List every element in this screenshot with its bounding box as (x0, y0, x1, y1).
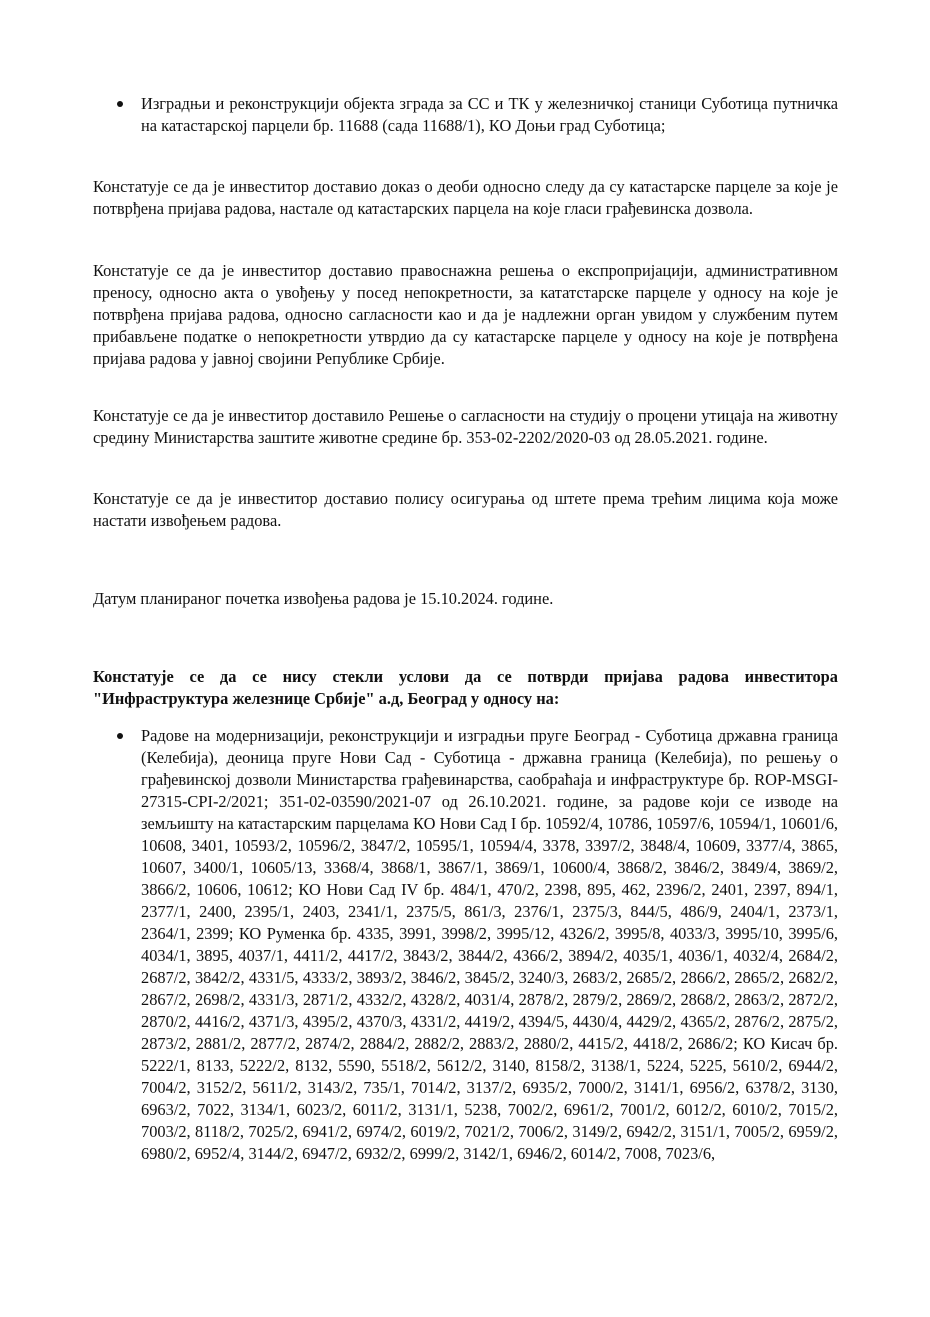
bullet-icon (117, 733, 123, 739)
paragraph-4: Констатује се да је инвеститор доставио полису осигурања од штете према трећим лицима која може настати извођењем радова. (93, 489, 838, 530)
final-bullet-text: Радове на модернизацији, реконструкцији и изградњи пруге Београд - Суботица државна граница (Келебија), деоница пруге Нови Сад - Суботица - државна граница (Келебија), по решењу о грађевинској дозволи Министарства грађевинарства, саобраћаја и инфраструктуре бр. ROP-MSGI-27315-CPI-2/2021; 351-02-03590/2021-07 од 26.10.2021. године, за радове који се изводе на земљишту на катастарским парцелама КО Нови Сад I бр. 10592/4, 10786, 10597/6, 10594/1, 10601/6, 10608, 3401, 10593/2, 10596/2, 3847/2, 10595/1, 10594/4, 3378, 3397/2, 3848/4, 10609, 3377/4, 3865, 10607, 3400/1, 10605/13, 3368/4, 3868/1, 3867/1, 3869/1, 10600/4, 3868/2, 3846/2, 3849/4, 3869/2, 3866/2, 10606, 10612; КО Нови Сад IV бр. 484/1, 470/2, 2398, 895, 462, 2396/2, 2401, 2397, 894/1, 2377/1, 2400, 2395/1, 2403, 2341/1, 2375/5, 861/3, 2376/1, 2375/3, 844/5, 486/9, 2404/1, 2373/1, 2364/1, 2399; КО Руменка бр. 4335, 3991, 3998/2, 3995/12, 4326/2, 3995/8, 4033/3, 3995/10, 3995/6, 4034/1, 3895, 4037/1, 4411/2, 4417/2, 3843/2, 3844/2, 4366/2, 3894/2, 4035/1, 4036/1, 4032/4, 2684/2, 2687/2, 3842/2, 4331/5, 4333/2, 3893/2, 3846/2, 3845/2, 3240/3, 2683/2, 2685/2, 2866/2, 2865/2, 2682/2, 2867/2, 2698/2, 4331/3, 2871/2, 4332/2, 4328/2, 4031/4, 2878/2, 2879/2, 2869/2, 2868/2, 2863/2, 2872/2, 2870/2, 4416/2, 4371/3, 4395/2, 4370/3, 4331/2, 4419/2, 4394/5, 4430/4, 4429/2, 4365/2, 2876/2, 2875/2, 2873/2, 2881/2, 2877/2, 2874/2, 2884/2, 2882/2, 2883/2, 2880/2, 4415/2, 4418/2, 2686/2; КО Кисач бр. 5222/1, 8133, 5222/2, 8132, 5590, 5518/2, 5612/2, 3140, 8158/2, 3138/1, 5224, 5225, 5610/2, 6944/2, 7004/2, 3152/2, 5611/2, 3143/2, 735/1, 7014/2, 3137/2, 6935/2, 7000/2, 3141/1, 6956/2, 6378/2, 3130, 6963/2, 7022, 3134/1, 6023/2, 6011/2, 3131/1, 5238, 7002/2, 6961/2, 7001/2, 6012/2, 6010/2, 7015/2, 7003/2, 8118/2, 7025/2, 6941/2, 6974/2, 6019/2, 7021/2, 7006/2, 3149/2, 6942/2, 3151/1, 7005/2, 6959/2, 6980/2, 6952/4, 3144/2, 6947/2, 6932/2, 6999/2, 3142/1, 6946/2, 6014/2, 7008, 7023/6, (141, 726, 838, 1163)
intro-bullet-text: Изградњи и реконструкцији објекта зграда за СС и ТК у железничкој станици Суботица путничка на катастарској парцели бр. 11688 (сада 11688/1), КО Доњи град Суботица; (141, 94, 838, 135)
list-item (117, 725, 838, 1165)
bold-heading: Констатује се да се нису стекли услови да се потврди пријава радова инвеститора "Инфраструктура железнице Србије" а.д, Београд у односу на: (93, 667, 838, 708)
paragraph-3: Констатује се да је инвеститор доставило Решење о сагласности на студију о процени утицаја на животну средину Министарства заштите животне средине бр. 353-02-2202/2020-03 од 28.05.2021. године. (93, 406, 838, 447)
start-date-line: Датум планираног почетка извођења радова је 15.10.2024. године. (93, 589, 554, 608)
bullet-icon (117, 101, 123, 107)
paragraph-2: Констатује се да је инвеститор доставио правоснажна решења о експропријацији, административном преносу, односно акта о увођењу у посед непокретности, за кататстарске парцеле у односу на које је потврђена пријава радова, односно сагласности као и да је надлежни орган увидом у службеним путем прибављене податке о непокретности утврдио да су катастарске парцеле у односу на које је потврђена пријава радова у јавној својини Републике Србије. (93, 261, 838, 368)
paragraph-1: Констатује се да је инвеститор доставио доказ о деоби односно следу да су катастарске парцеле за које је потврђена пријава радова, настале од катастарских парцела на које гласи грађевинска дозвола. (93, 177, 838, 218)
list-item (117, 93, 838, 137)
